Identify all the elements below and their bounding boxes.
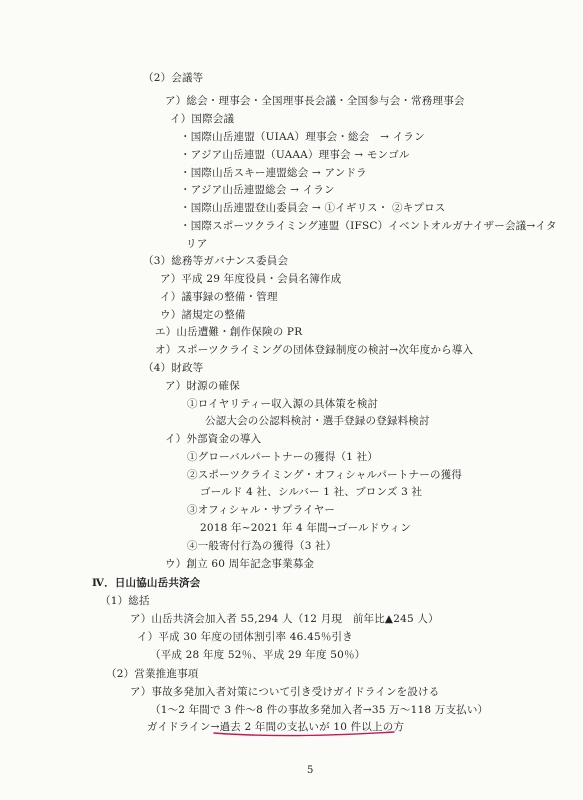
list-item: イ）外部資金の導入 bbox=[165, 433, 262, 445]
heading-summary: （1）総括 bbox=[100, 595, 150, 607]
list-item: ①グローバルパートナーの獲得（1 社） bbox=[187, 451, 379, 463]
list-item: ④一般寄付行為の獲得（3 社） bbox=[187, 540, 337, 552]
heading-governance: （3）総務等ガバナンス委員会 bbox=[143, 255, 289, 267]
heading-sales-promotion: （2）営業推進事項 bbox=[106, 668, 199, 680]
page-number: 5 bbox=[307, 765, 314, 776]
list-item: ア）平成 29 年度役員・会員名簿作成 bbox=[160, 273, 342, 285]
list-item: （1～2 年間で 3 件～8 件の事故多発加入者→35 万～118 万支払い） bbox=[150, 704, 489, 716]
list-item: ②スポーツクライミング・オフィシャルパートナーの獲得 bbox=[187, 469, 463, 481]
heading-finance: （4）財政等 bbox=[143, 362, 204, 374]
list-item: ア）山岳共済会加入者 55,294 人（12 月現 前年比▲245 人） bbox=[130, 613, 439, 625]
list-item: ア）総会・理事会・全国理事長会議・全国参与会・常務理事会 bbox=[165, 95, 465, 107]
list-item: イ）議事録の整備・管理 bbox=[160, 291, 278, 303]
list-item: イ）平成 30 年度の団体割引率 46.45％引き bbox=[137, 631, 353, 643]
list-item: ア）事故多発加入者対策について引き受けガイドラインを設ける bbox=[130, 686, 440, 698]
list-item: リア bbox=[186, 238, 208, 250]
handwritten-underline bbox=[213, 730, 395, 738]
heading-meetings: （2）会議等 bbox=[143, 72, 204, 84]
list-item: ウ）諸規定の整備 bbox=[160, 309, 246, 321]
list-item: （平成 28 年度 52％、平成 29 年度 50％） bbox=[150, 649, 366, 661]
list-item: ゴールド 4 社、シルバー 1 社、ブロンズ 3 社 bbox=[200, 486, 423, 498]
list-item: ガイドライン→過去 2 年間の支払いが 10 件以上の方 bbox=[147, 721, 405, 733]
list-item: ・国際山岳連盟登山委員会 → ①イギリス・ ②キプロス bbox=[180, 202, 446, 214]
list-item: ・アジア山岳連盟総会 → イラン bbox=[180, 184, 335, 196]
list-item: ウ）創立 60 周年記念事業募金 bbox=[165, 558, 315, 570]
list-item: 公認大会の公認料検討・選手登録の登録料検討 bbox=[205, 415, 430, 427]
list-item: ・国際山岳連盟（UIAA）理事会・総会 → イラン bbox=[180, 131, 425, 143]
list-item: ③オフィシャル・サプライヤー bbox=[187, 504, 336, 516]
list-item: 2018 年~2021 年 4 年間→ゴールドウィン bbox=[200, 522, 411, 534]
list-item: イ）国際会議 bbox=[170, 113, 235, 125]
list-item: ・国際山岳スキー連盟総会 → アンドラ bbox=[180, 167, 367, 179]
list-item: ①ロイヤリティー収入源の具体策を検討 bbox=[187, 398, 379, 410]
list-item: ・国際スポーツクライミング連盟（IFSC）イベントオルガナイザー会議→イタ bbox=[180, 220, 557, 232]
section-heading-mutual-aid: Ⅳ．日山協山岳共済会 bbox=[92, 577, 201, 589]
list-item: ・アジア山岳連盟（UAAA）理事会 → モンゴル bbox=[180, 149, 410, 161]
list-item: エ）山岳遭難・創作保険の PR bbox=[155, 326, 303, 338]
list-item: オ）スポーツクライミングの団体登録制度の検討→次年度から導入 bbox=[155, 344, 474, 356]
list-item: ア）財源の確保 bbox=[165, 380, 240, 392]
